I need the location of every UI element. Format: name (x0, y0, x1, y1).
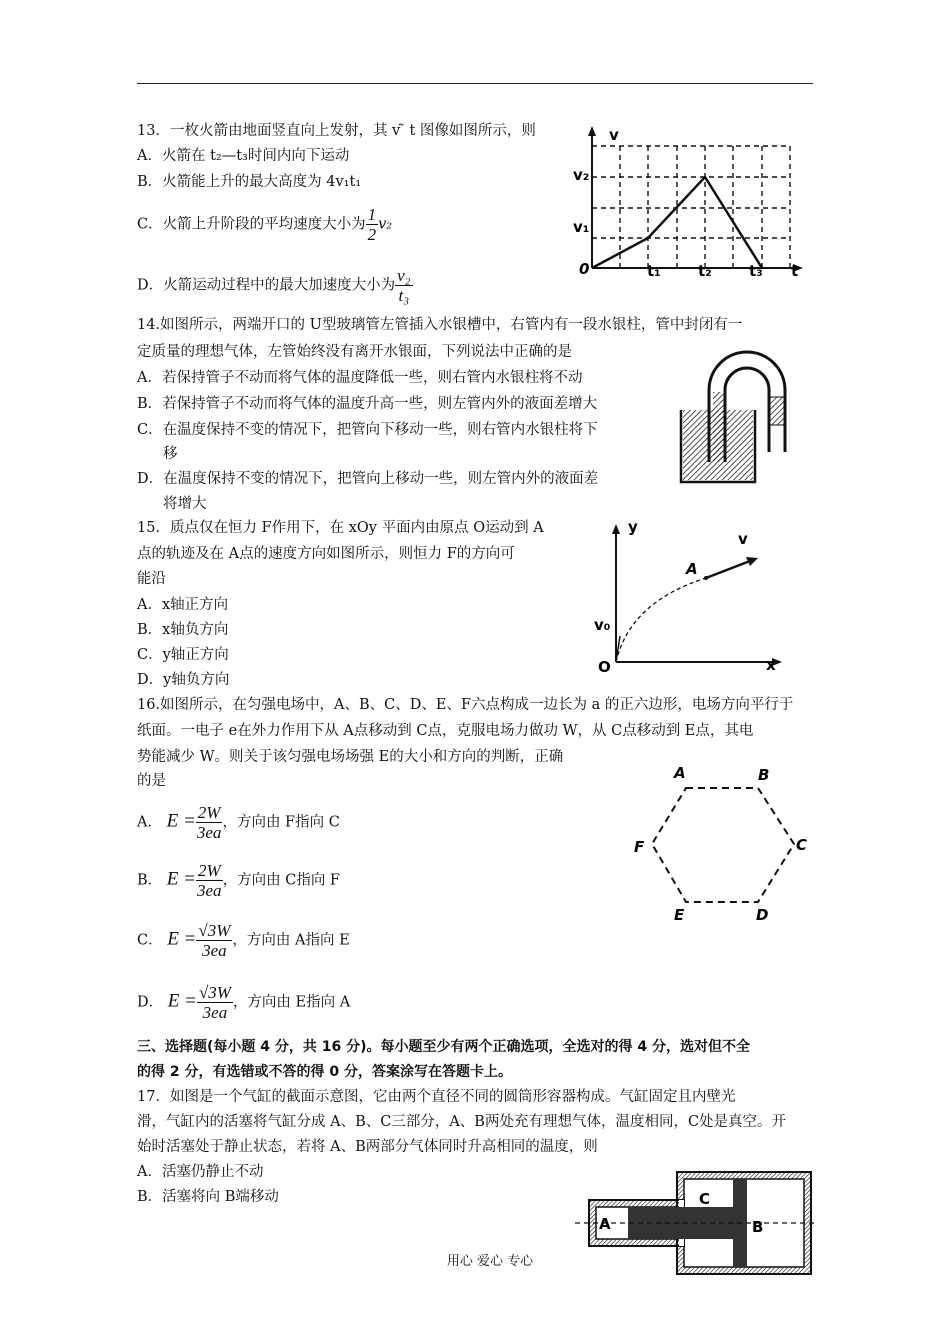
lhs: E = (166, 810, 196, 832)
q14-stem-1: 14.如图所示，两端开口的 U型玻璃管左管插入水银槽中，右管内有一段水银柱，管中封闭有一 (137, 317, 743, 333)
lhs: E = (167, 928, 197, 950)
direction: ，方向由 F指向 C (222, 814, 340, 831)
q15-stem-1: 15．质点仅在恒力 F作用下，在 xOy 平面内由原点 O运动到 A (137, 520, 544, 536)
q15-option-d: D．y轴负方向 (137, 672, 230, 688)
label: D． (137, 994, 164, 1011)
q14-option-b: B．若保持管子不动而将气体的温度升高一些，则左管内外的液面差增大 (137, 396, 598, 412)
x-label: x (766, 656, 776, 674)
q17-stem-2: 滑，气缸内的活塞将气缸分成 A、B、C三部分，A、B两处充有理想气体，温度相同，C处是真空。开 (137, 1114, 787, 1130)
q15-stem-2: 点的轨迹及在 A点的速度方向如图所示，则恒力 F的方向可 (137, 546, 515, 562)
direction: ，方向由 E指向 A (232, 994, 351, 1011)
label: C． (137, 932, 163, 949)
v2-label: v₂ (573, 166, 590, 184)
q15-option-c: C．y轴正方向 (137, 647, 229, 663)
q13-option-c (137, 205, 392, 244)
fraction (196, 861, 223, 900)
t-label: t (791, 262, 799, 280)
velocity-vector (706, 561, 750, 578)
region-c-label: C (699, 1190, 711, 1208)
den: 3ea (202, 941, 227, 960)
den: t₃ (398, 286, 410, 305)
q16-option-a (137, 803, 340, 842)
section3-heading-1: 三、选择题(每小题 4 分，共 16 分)。每小题至少有两个正确选项，全选对的得 4 分，选对但不全 (137, 1039, 751, 1055)
v1-label: v₁ (573, 218, 590, 236)
q16-stem-2: 纸面。一电子 e在外力作用下从 A点移动到 C点，克服电场力做功 W，从 C点移动到 E点，其电 (137, 723, 754, 739)
q16-option-b (137, 861, 340, 900)
num: √3W (198, 983, 231, 1002)
left-tube-mercury (713, 392, 725, 462)
trajectory (616, 578, 706, 662)
q13-c-text: C．火箭上升阶段的平均速度大小为 (137, 216, 366, 233)
region-a-label: A (599, 1215, 611, 1233)
vertex-c: C (796, 836, 808, 854)
num: 2W (197, 861, 221, 880)
q16-stem-3: 势能减少 W。则关于该匀强电场场强 E的大小和方向的判断，正确 (137, 749, 564, 765)
section3-heading-2: 的得 2 分，有选错或不答的得 0 分，答案涂写在答题卡上。 (137, 1064, 512, 1080)
direction: ，方向由 C指向 F (222, 872, 340, 889)
q15-trajectory-figure (590, 512, 790, 677)
q17-stem-3: 始时活塞处于静止状态，若将 A、B两部分气体同时升高相同的温度，则 (137, 1139, 598, 1155)
header-rule (137, 83, 813, 84)
q13-option-b: B．火箭能上升的最大高度为 4v₁t₁ (137, 174, 362, 190)
q17-stem-1: 17．如图是一个气缸的截面示意图，它由两个直径不同的圆筒形容器构成。气缸固定且内壁光 (137, 1089, 736, 1105)
q13-d-text: D．火箭运动过程中的最大加速度大小为 (137, 277, 396, 294)
q17-option-b: B．活塞将向 B端移动 (137, 1189, 279, 1205)
o-label: O (598, 658, 611, 676)
label: A． (137, 814, 162, 831)
q14-option-c: C．在温度保持不变的情况下，把管向下移动一些，则右管内水银柱将下 (137, 422, 598, 438)
q14-option-d-cont: 将增大 (163, 496, 207, 512)
q15-option-a: A．x轴正方向 (137, 597, 229, 613)
q16-option-c (137, 921, 350, 960)
v-label: v (738, 530, 748, 548)
grid (592, 146, 790, 268)
fraction (196, 803, 223, 842)
origin-label: 0 (579, 260, 590, 278)
v-label: v (609, 126, 619, 144)
q14-option-c-cont: 移 (163, 446, 178, 462)
t2-label: t₂ (698, 262, 712, 280)
q13-c-fraction (366, 205, 379, 244)
q14-u-tube-figure (675, 340, 810, 490)
q14-stem-2: 定质量的理想气体，左管始终没有离开水银面，下列说法中正确的是 (137, 344, 572, 360)
den: 3ea (202, 1003, 228, 1022)
v-axis-arrow (588, 126, 596, 136)
num: v₂ (397, 266, 411, 285)
direction: ，方向由 A指向 E (232, 932, 350, 949)
vertex-e: E (674, 906, 685, 924)
page-footer: 用心 爱心 专心 (446, 1254, 534, 1269)
t3-label: t₃ (749, 262, 763, 280)
q17-option-a: A．活塞仍静止不动 (137, 1164, 264, 1180)
hexagon (652, 788, 794, 902)
q15-stem-3: 能沿 (137, 571, 166, 587)
q13-d-fraction (395, 266, 412, 305)
q13-c-var: v₂ (378, 216, 393, 233)
q13-vt-graph (565, 122, 815, 287)
den: 2 (367, 225, 377, 244)
q13-option-a: A．火箭在 t₂—t₃时间内向下运动 (137, 148, 350, 164)
fraction (196, 921, 232, 960)
q15-option-b: B．x轴负方向 (137, 622, 229, 638)
label: B． (137, 872, 163, 889)
q13-stem: 13．一枚火箭由地面竖直向上发射，其 v ̃ t 图像如图所示，则 (137, 123, 536, 139)
q16-stem-1: 16.如图所示，在匀强电场中，A、B、C、D、E、F六点构成一边长为 a 的正六边形，电场方向平行于 (137, 697, 794, 713)
num: 2W (197, 803, 221, 822)
y-axis-arrow (612, 524, 620, 534)
q16-hexagon-figure (628, 760, 818, 930)
right-tube-mercury-column (770, 397, 784, 425)
num: 1 (367, 205, 377, 224)
region-b-label: B (752, 1218, 764, 1236)
fraction (197, 983, 233, 1022)
q14-option-a: A．若保持管子不动而将气体的温度降低一些，则右管内水银柱将不动 (137, 370, 583, 386)
q13-option-d (137, 266, 413, 305)
vertex-b: B (758, 766, 770, 784)
num: √3W (198, 921, 231, 940)
vertex-a: A (674, 764, 686, 782)
den: 3ea (196, 823, 222, 842)
t1-label: t₁ (647, 262, 661, 280)
v0-label: v₀ (594, 616, 611, 634)
a-label: A (686, 560, 698, 578)
lhs: E = (166, 868, 196, 890)
vertex-f: F (634, 838, 645, 856)
q16-option-d (137, 983, 350, 1022)
den: 3ea (197, 881, 222, 900)
q16-stem-4: 的是 (137, 773, 166, 789)
y-label: y (628, 518, 638, 536)
q14-option-d: D．在温度保持不变的情况下，把管向上移动一些，则左管内外的液面差 (137, 471, 599, 487)
lhs: E = (167, 990, 197, 1012)
vertex-d: D (756, 906, 769, 924)
